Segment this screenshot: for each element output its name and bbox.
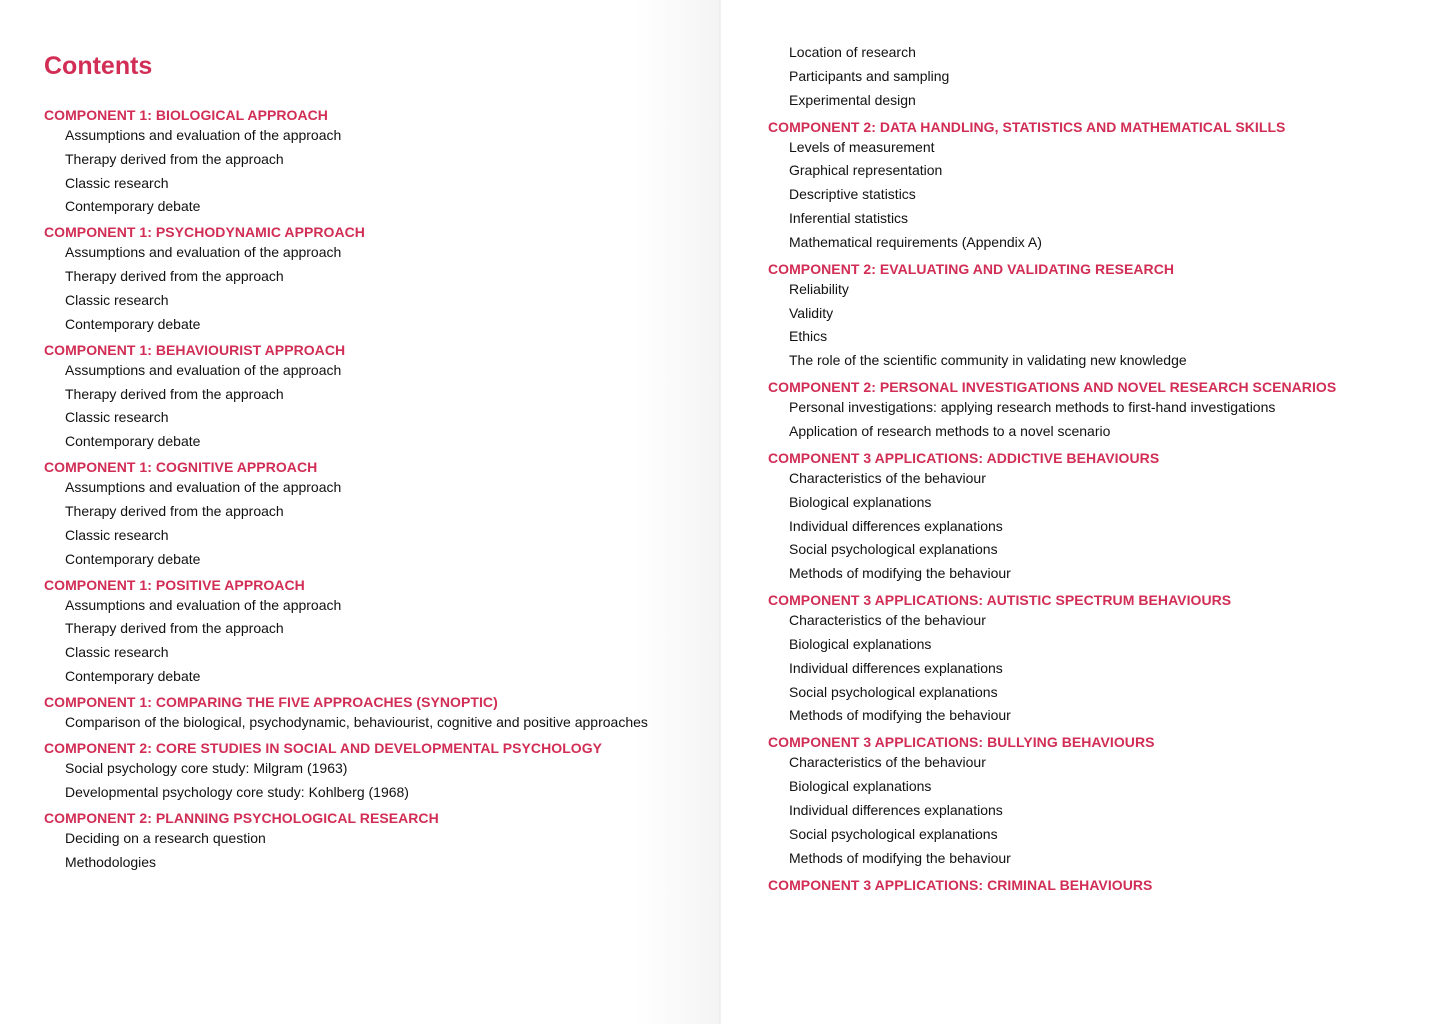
contents-item: Participants and sampling bbox=[789, 67, 950, 84]
contents-item: Inferential statistics bbox=[789, 209, 909, 226]
section-heading: COMPONENT 1: POSITIVE APPROACH bbox=[44, 576, 305, 593]
contents-item: Individual differences explanations bbox=[789, 517, 1003, 534]
contents-section bbox=[768, 379, 1445, 440]
contents-item: Contemporary debate bbox=[65, 550, 201, 567]
contents-item: Descriptive statistics bbox=[789, 186, 916, 203]
section-heading: COMPONENT 1: COMPARING THE FIVE APPROACHES (SYNOPTIC) bbox=[44, 693, 498, 710]
contents-item: Ethics bbox=[789, 328, 828, 345]
contents-item: Biological explanations bbox=[789, 635, 932, 652]
contents-item: Contemporary debate bbox=[65, 315, 201, 332]
section-heading: COMPONENT 2: CORE STUDIES IN SOCIAL AND DEVELOPMENTAL PSYCHOLOGY bbox=[44, 739, 603, 756]
contents-item: Social psychology core study: Milgram (1963) bbox=[65, 759, 348, 776]
right-page bbox=[721, 0, 1445, 1024]
contents-item: Therapy derived from the approach bbox=[65, 502, 284, 519]
contents-item: Validity bbox=[789, 304, 834, 321]
contents-item: Contemporary debate bbox=[65, 433, 201, 450]
contents-item: Contemporary debate bbox=[65, 198, 201, 215]
contents-item: Levels of measurement bbox=[789, 138, 935, 155]
contents-section bbox=[44, 694, 721, 731]
section-heading: COMPONENT 3 APPLICATIONS: AUTISTIC SPECTRUM BEHAVIOURS bbox=[768, 592, 1232, 609]
contents-item: Classic research bbox=[65, 644, 169, 661]
contents-item: Therapy derived from the approach bbox=[65, 268, 284, 285]
contents-item: Biological explanations bbox=[789, 493, 932, 510]
contents-item: Reliability bbox=[789, 280, 849, 297]
contents-item: Social psychological explanations bbox=[789, 825, 998, 842]
contents-item: Classic research bbox=[65, 409, 169, 426]
section-heading: COMPONENT 1: PSYCHODYNAMIC APPROACH bbox=[44, 224, 365, 241]
contents-section bbox=[44, 459, 721, 567]
contents-section bbox=[768, 877, 1445, 893]
contents-item: Assumptions and evaluation of the approach bbox=[65, 596, 342, 613]
contents-section bbox=[44, 342, 721, 450]
contents-item: Individual differences explanations bbox=[789, 659, 1003, 676]
contents-item: Characteristics of the behaviour bbox=[789, 754, 986, 771]
contents-item: Contemporary debate bbox=[65, 667, 201, 684]
contents-item: Application of research methods to a novel scenario bbox=[789, 422, 1111, 439]
section-heading: COMPONENT 2: EVALUATING AND VALIDATING RESEARCH bbox=[768, 260, 1175, 277]
contents-item: Methods of modifying the behaviour bbox=[789, 849, 1011, 866]
contents-item: Deciding on a research question bbox=[65, 829, 266, 846]
contents-item: Social psychological explanations bbox=[789, 541, 998, 558]
contents-item: Graphical representation bbox=[789, 162, 943, 179]
contents-item: Classic research bbox=[65, 291, 169, 308]
section-heading: COMPONENT 2: DATA HANDLING, STATISTICS AND MATHEMATICAL SKILLS bbox=[768, 118, 1286, 135]
contents-section bbox=[768, 592, 1445, 724]
contents-section bbox=[44, 740, 721, 801]
contents-item: Assumptions and evaluation of the approach bbox=[65, 361, 342, 378]
contents-item: Individual differences explanations bbox=[789, 801, 1003, 818]
contents-item: Characteristics of the behaviour bbox=[789, 612, 986, 629]
contents-item: Classic research bbox=[65, 526, 169, 543]
contents-item: Characteristics of the behaviour bbox=[789, 469, 986, 486]
contents-item: Assumptions and evaluation of the approach bbox=[65, 127, 342, 143]
contents-item: Methods of modifying the behaviour bbox=[789, 707, 1011, 724]
contents-item: Developmental psychology core study: Kohlberg (1968) bbox=[65, 783, 409, 800]
section-heading: COMPONENT 3 APPLICATIONS: CRIMINAL BEHAVIOURS bbox=[768, 876, 1153, 893]
section-heading: COMPONENT 3 APPLICATIONS: BULLYING BEHAVIOURS bbox=[768, 734, 1155, 751]
contents-item: Biological explanations bbox=[789, 778, 932, 795]
contents-item: Classic research bbox=[65, 174, 169, 191]
contents-item: Methodologies bbox=[65, 853, 157, 870]
contents-section bbox=[44, 577, 721, 685]
contents-section bbox=[768, 450, 1445, 582]
contents-section bbox=[44, 224, 721, 332]
contents-item: Therapy derived from the approach bbox=[65, 620, 284, 637]
contents-item: Personal investigations: applying research methods to first-hand investigations bbox=[789, 399, 1276, 416]
contents-section bbox=[768, 119, 1445, 251]
section-heading: COMPONENT 3 APPLICATIONS: ADDICTIVE BEHAVIOURS bbox=[768, 449, 1160, 466]
contents-section bbox=[768, 261, 1445, 369]
contents-item: Comparison of the biological, psychodynamic, behaviourist, cognitive and positive approaches bbox=[65, 713, 648, 730]
continued-items bbox=[768, 44, 1445, 109]
contents-section bbox=[768, 734, 1445, 866]
contents-title: Contents bbox=[44, 52, 153, 80]
left-page bbox=[0, 0, 721, 1024]
contents-section bbox=[44, 810, 721, 871]
section-heading: COMPONENT 1: COGNITIVE APPROACH bbox=[44, 459, 318, 476]
contents-section bbox=[44, 107, 721, 215]
section-heading: COMPONENT 2: PERSONAL INVESTIGATIONS AND NOVEL RESEARCH SCENARIOS bbox=[768, 379, 1337, 396]
left-contents-list bbox=[44, 107, 721, 871]
contents-item: Assumptions and evaluation of the approach bbox=[65, 479, 342, 496]
contents-item: Mathematical requirements (Appendix A) bbox=[789, 233, 1042, 250]
contents-item: Experimental design bbox=[789, 91, 916, 108]
contents-item: Methods of modifying the behaviour bbox=[789, 565, 1011, 582]
contents-item: Therapy derived from the approach bbox=[65, 385, 284, 402]
contents-item: Therapy derived from the approach bbox=[65, 150, 284, 167]
contents-item: Location of research bbox=[789, 44, 916, 60]
contents-item: Social psychological explanations bbox=[789, 683, 998, 700]
contents-item: Assumptions and evaluation of the approach bbox=[65, 244, 342, 261]
section-heading: COMPONENT 1: BIOLOGICAL APPROACH bbox=[44, 107, 328, 123]
section-heading: COMPONENT 1: BEHAVIOURIST APPROACH bbox=[44, 341, 346, 358]
section-heading: COMPONENT 2: PLANNING PSYCHOLOGICAL RESEARCH bbox=[44, 809, 439, 826]
contents-item: The role of the scientific community in validating new knowledge bbox=[789, 352, 1187, 369]
right-contents-list bbox=[768, 119, 1445, 893]
